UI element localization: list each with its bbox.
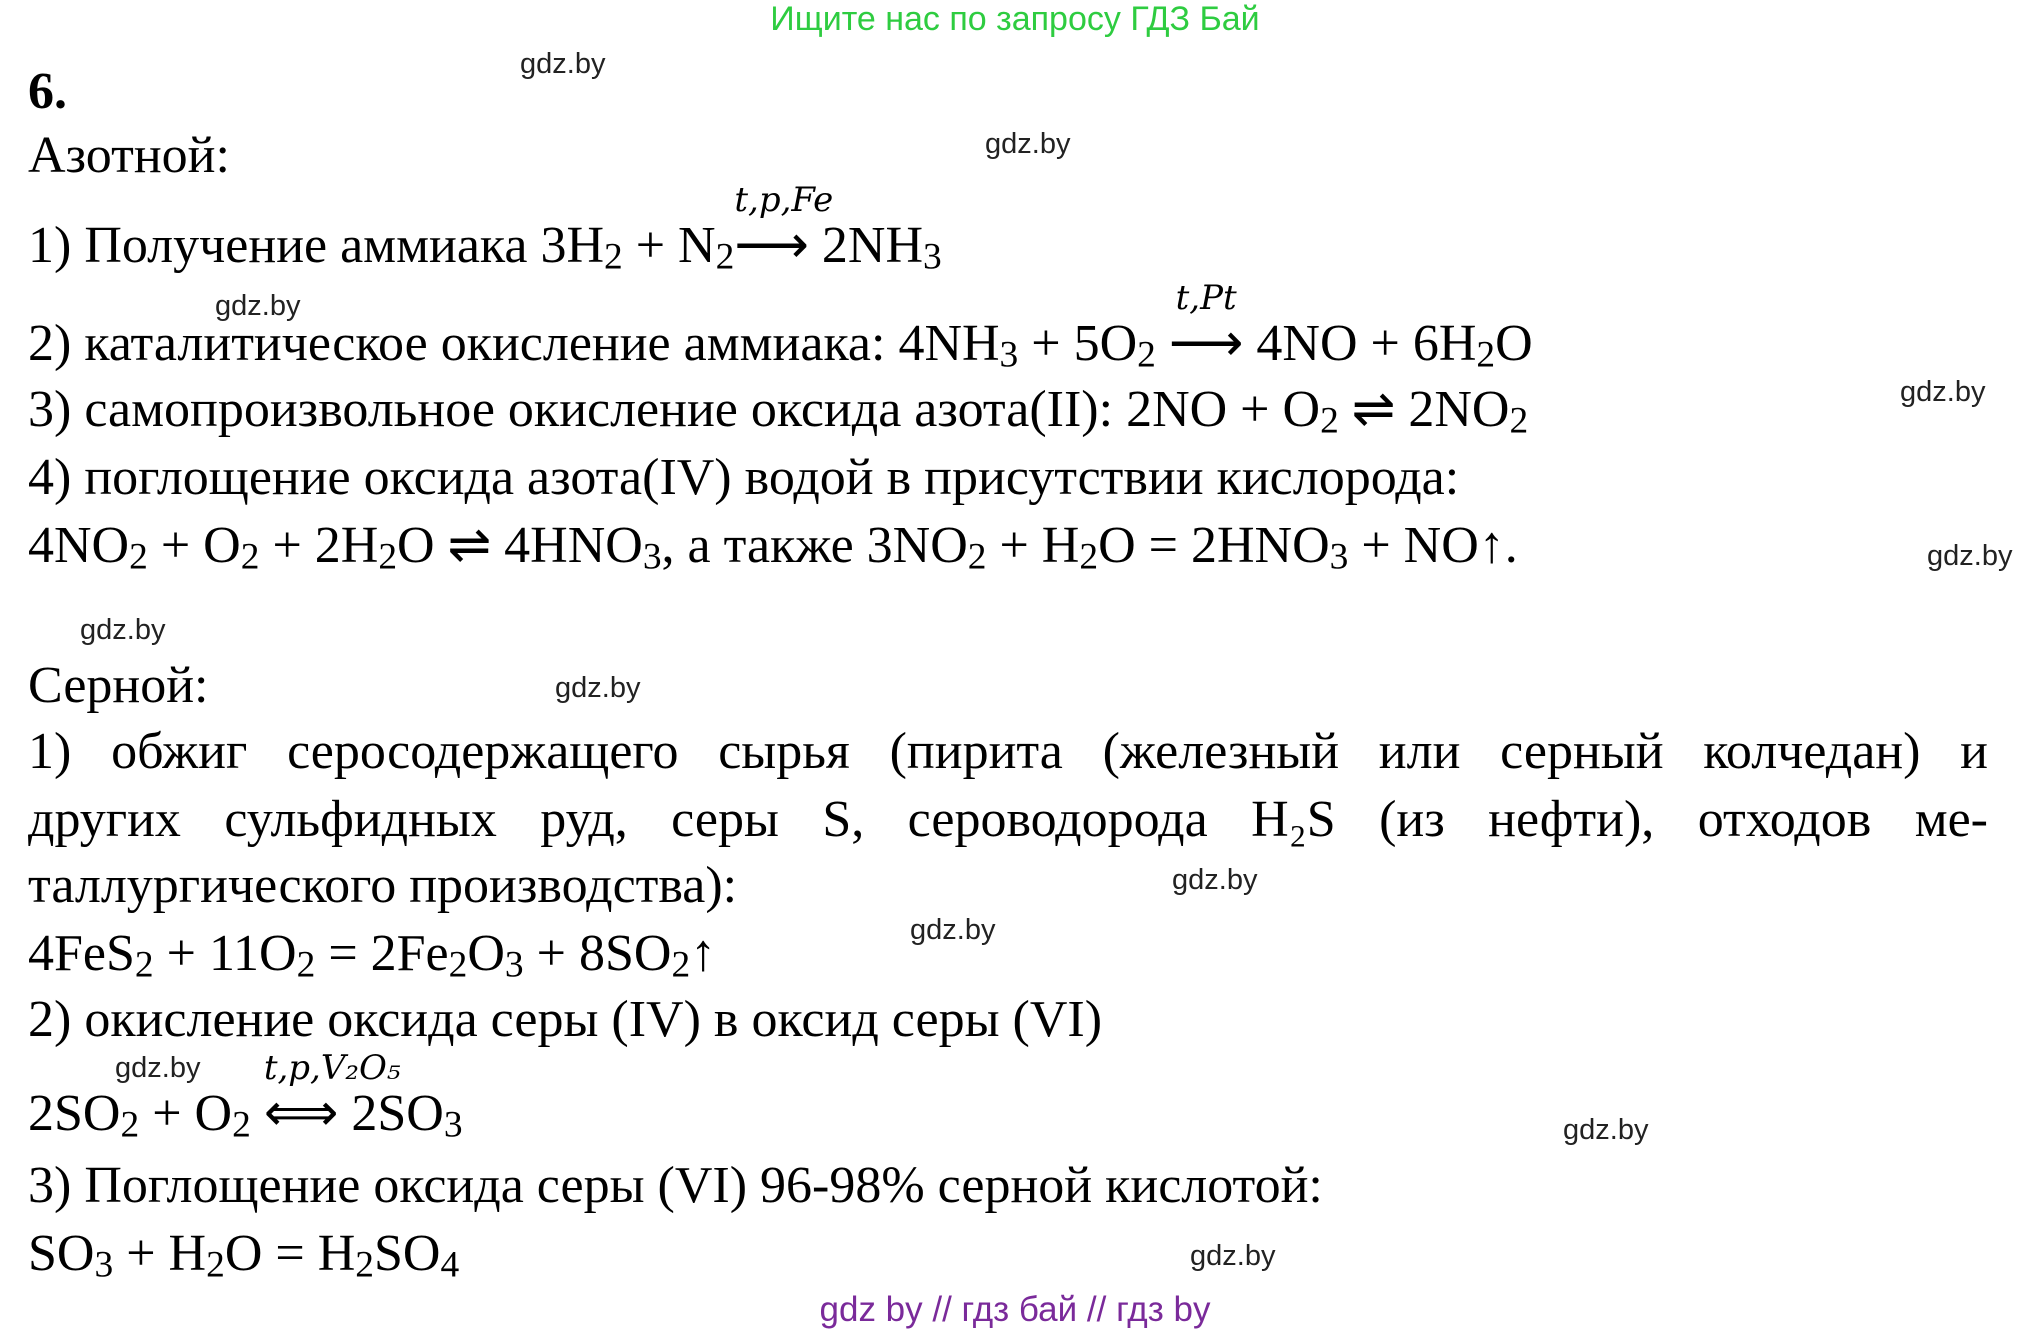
reaction-arrow: t,Pt ⟶ — [1169, 314, 1244, 374]
sulfuric-step-2-equation: $2SO_2 + O_2$ t,p,V₂O₅ ⟺ $2SO_3$ — [28, 1084, 463, 1144]
nitric-step-1: 1) Получение аммиака $3H_2 + N_2$ t,p,Fe ⟶ $2NH_3$ — [28, 216, 942, 276]
sulfuric-step-2: 2) окисление оксида серы (IV) в оксид серы (VI) — [28, 991, 1103, 1048]
sulfuric-heading: Серной: — [28, 657, 209, 714]
watermark: gdz.by — [1563, 1114, 1649, 1146]
step-2-text: 2) каталитическое окисление аммиака: 4NH — [28, 315, 1000, 372]
watermark: gdz.by — [1190, 1240, 1276, 1272]
watermark: gdz.by — [985, 128, 1071, 160]
reversible-arrow: t,p,V₂O₅ ⟺ — [264, 1084, 339, 1144]
sulfuric-step-3: 3) Поглощение оксида серы (VI) 96-98% серной кислотой: — [28, 1157, 1323, 1214]
watermark: gdz.by — [1900, 376, 1986, 408]
nitric-step-4: 4) поглощение оксида азота(IV) водой в присутствии кислорода: — [28, 449, 1460, 506]
watermark: gdz.by — [910, 914, 996, 946]
watermark: gdz.by — [1927, 540, 2013, 572]
watermark: gdz.by — [80, 614, 166, 646]
watermark: gdz.by — [520, 48, 606, 80]
watermark: gdz.by — [115, 1052, 201, 1084]
step-3-text: 3) самопроизвольное окисление оксида азота(II): 2NO + O — [28, 381, 1321, 438]
reaction-arrow: t,p,Fe ⟶ — [734, 216, 809, 276]
sulfuric-step-1-equation: $4FeS_2 + 11O_2 = 2Fe_2O_3$ + $8SO_2↑$ — [28, 925, 717, 986]
reaction-conditions: t,p,Fe — [734, 180, 834, 220]
task-number: 6. — [28, 63, 67, 120]
sulfuric-step-1-line-1: 1) обжиг серосодержащего сырья (пирита (железный или серный колчедан) и — [28, 723, 1988, 780]
sulfuric-step-1-line-2: других сульфидных руд, серы S, сероводорода H₂S (из нефти), отходов ме- — [28, 791, 1988, 848]
footer-watermark: gdz by // гдз бай // гдз by — [819, 1290, 1211, 1329]
sulfuric-step-3-equation: $SO_3 + H_2O = H_2SO_4$ — [28, 1225, 460, 1286]
watermark: gdz.by — [1172, 864, 1258, 896]
nitric-step-4-equations: $4NO_2 + O_2 + 2H_2O$ ⇌ $4HNO_3$, а также $3NO_2 + H_2O = 2HNO_3$ + NO↑. — [28, 517, 1518, 578]
reaction-conditions: t,p,V₂O₅ — [263, 1048, 401, 1088]
watermark: gdz.by — [555, 672, 641, 704]
sulfuric-step-1-line-3: таллургического производства): — [28, 857, 738, 914]
reaction-conditions: t,Pt — [1175, 278, 1237, 318]
nitric-step-2: 2) каталитическое окисление аммиака: $4NH_3 + 5O_2$ t,Pt ⟶ $4NO + 6H_2O$ — [28, 314, 1533, 374]
nitric-heading: Азотной: — [28, 127, 230, 184]
step-1-text: 1) Получение аммиака 3H — [28, 217, 605, 274]
nitric-step-3: 3) самопроизвольное окисление оксида азота(II): $2NO + O_2$ ⇌ $2NO_2$ — [28, 381, 1529, 442]
search-banner: Ищите нас по запросу ГДЗ Бай — [770, 0, 1260, 38]
watermark: gdz.by — [215, 290, 301, 322]
